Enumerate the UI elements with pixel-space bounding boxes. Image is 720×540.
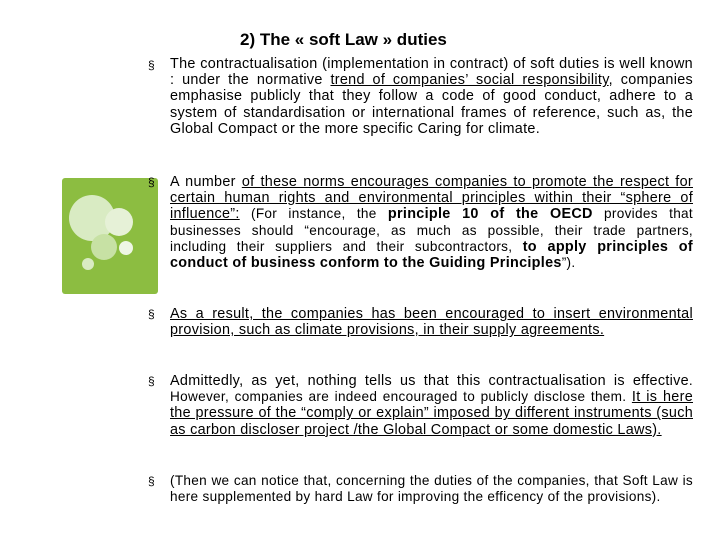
bold-text: principle 10 of the OECD <box>387 206 593 223</box>
paragraph-2 <box>170 174 693 271</box>
underlined-text: It is here the pressure of the “comply or explain” imposed by different instruments (such as carbon discloser project /the Global Compact or some domestic Laws). <box>170 389 693 438</box>
bullet-marker: § <box>148 374 155 388</box>
text-run: . However, companies are indeed encouraged to publicly disclose them. <box>170 373 693 405</box>
bullet-marker: § <box>148 307 155 321</box>
bullet-marker: § <box>148 474 155 488</box>
text-run: (For instance, the <box>239 206 388 222</box>
bullet-marker: § <box>148 58 155 72</box>
text-run: (Then we can notice that, concerning the duties of the companies, that Soft Law is here supplemented by hard Law for improving the efficency of the provisions). <box>170 473 693 505</box>
bold-text: to apply principles of conduct of business conform to the Guiding Principles <box>170 238 693 272</box>
text-run: provides that businesses should “encourage, as much as possible, their trade partners, including their suppliers and their subcontractors, <box>170 206 693 254</box>
abstract-circles-logo <box>62 178 158 294</box>
slide-title: 2) The « soft Law » duties <box>240 30 447 49</box>
text-run: , companies emphasise publicly that they follow a code of good conduct, adhere to a system of standardisation or international frames of reference, such as, the Global Compact or the more specific Caring for climate. <box>170 72 694 137</box>
paragraph-4 <box>170 373 693 438</box>
text-run: ”). <box>561 255 576 271</box>
bullet-marker: § <box>148 175 155 189</box>
underlined-text: As a result, the companies has been encouraged to insert environmental provision, such as climate provisions, in their supply agreements. <box>170 306 693 339</box>
paragraph-1 <box>170 56 693 137</box>
underlined-text: trend of companies’ social responsibility <box>330 72 609 89</box>
text-run: The contractualisation (implementation in contract) of soft duties is well known : under the normative <box>170 56 693 89</box>
text-run: A number <box>170 174 242 190</box>
paragraph-3 <box>170 306 693 338</box>
paragraph-5 <box>170 473 693 505</box>
underlined-text: of these norms encourages companies to promote the respect for certain human rights and environmental principles within their “sphere of influence”: <box>170 174 693 223</box>
text-run: Admittedly, as yet, nothing tells us that this contractualisation is effective <box>170 373 689 389</box>
